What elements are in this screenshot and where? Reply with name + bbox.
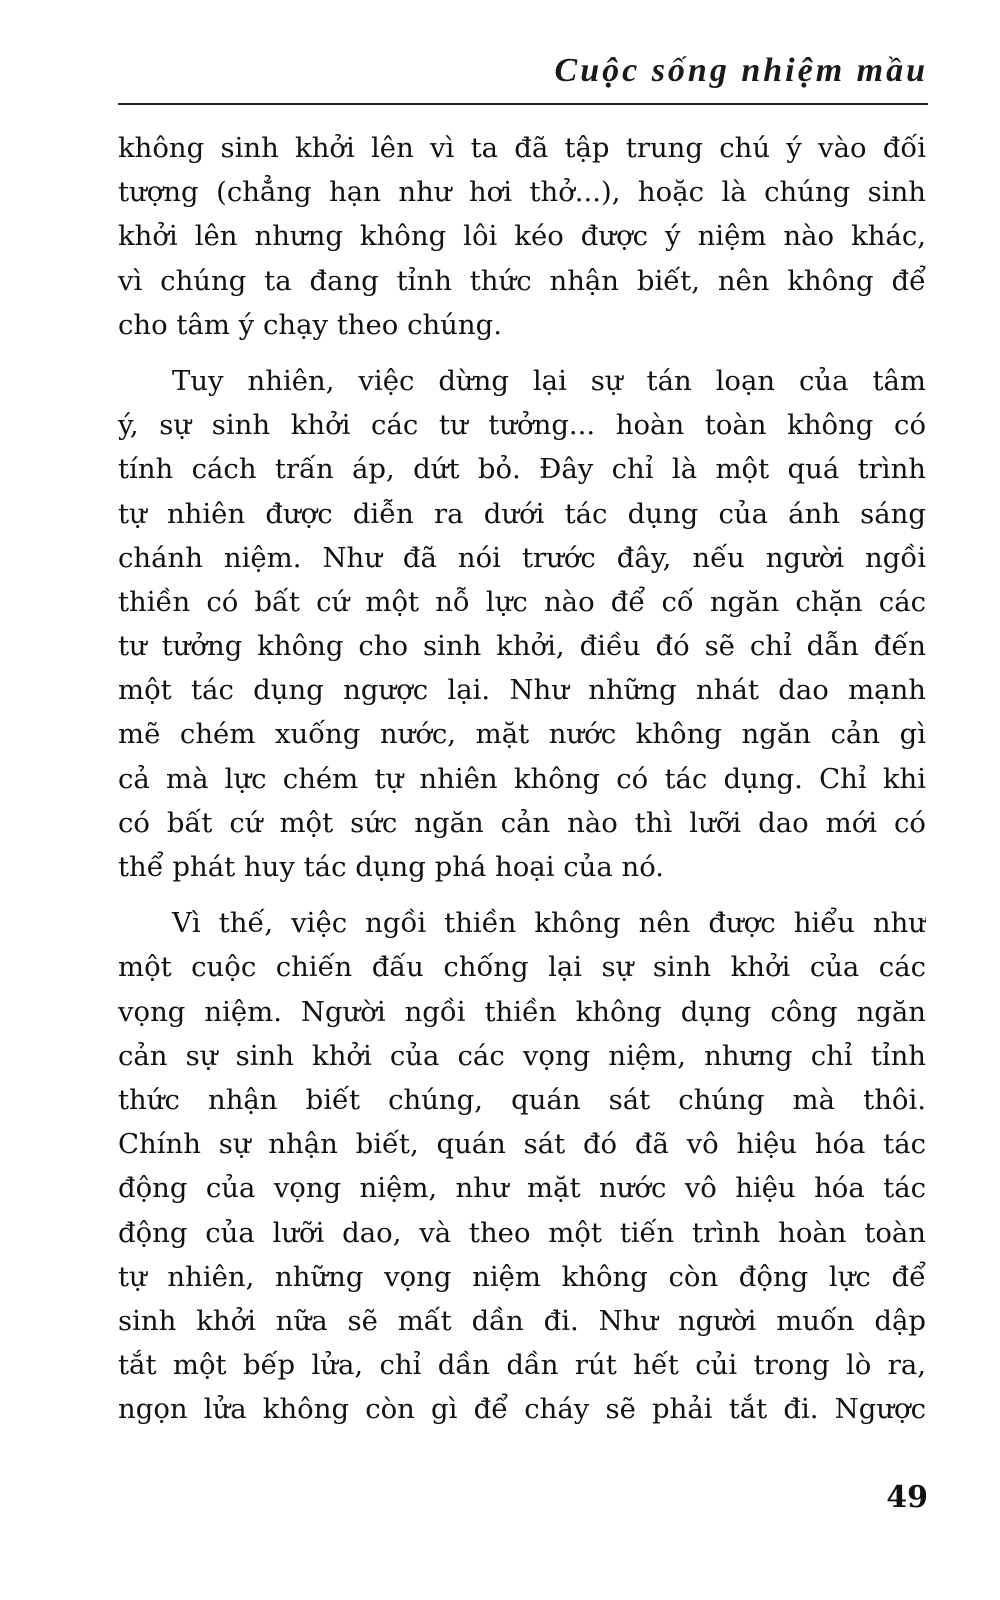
text-line: sinh khởi nữa sẽ mất dần đi. Như người muốn dập [118, 1304, 926, 1337]
text-line: động của lưỡi dao, và theo một tiến trình hoàn toàn [118, 1216, 926, 1249]
text-line: tượng (chẳng hạn như hơi thở...), hoặc là chúng sinh [118, 176, 926, 209]
text-line: thể phát huy tác dụng phá hoại của nó. [118, 851, 665, 883]
text-line: vọng niệm. Người ngồi thiền không dụng công ngăn [118, 995, 926, 1028]
text-line: ý, sự sinh khởi các tư tưởng... hoàn toàn không có [118, 409, 926, 442]
text-line: có bất cứ một sức ngăn cản nào thì lưỡi dao mới có [118, 806, 926, 839]
text-line: cản sự sinh khởi của các vọng niệm, nhưng chỉ tỉnh [118, 1039, 926, 1072]
text-line: Vì thế, việc ngồi thiền không nên được hiểu như [172, 907, 926, 940]
running-header-title: Cuộc sống nhiệm mầu [554, 52, 928, 89]
body-text [118, 126, 926, 1431]
paragraph [118, 359, 926, 889]
text-line: thiền có bất cứ một nỗ lực nào để cố ngăn chặn các [118, 585, 926, 618]
text-line: tự nhiên được diễn ra dưới tác dụng của ánh sáng [118, 497, 926, 530]
text-line: tự nhiên, những vọng niệm không còn động lực để [118, 1260, 926, 1293]
text-line: chánh niệm. Như đã nói trước đây, nếu người ngồi [118, 541, 926, 574]
header-rule [118, 103, 928, 105]
text-line: tư tưởng không cho sinh khởi, điều đó sẽ chỉ dẫn đến [118, 630, 926, 663]
text-line: mẽ chém xuống nước, mặt nước không ngăn cản gì [118, 718, 926, 751]
text-line: một tác dụng ngược lại. Như những nhát dao mạnh [118, 674, 926, 707]
text-line: ngọn lửa không còn gì để cháy sẽ phải tắt đi. Ngược [118, 1393, 926, 1426]
paragraph [118, 901, 926, 1431]
text-line: cả mà lực chém tự nhiên không có tác dụng. Chỉ khi [118, 762, 926, 795]
text-line: khởi lên nhưng không lôi kéo được ý niệm nào khác, [118, 220, 926, 253]
text-line: Chính sự nhận biết, quán sát đó đã vô hiệu hóa tác [118, 1128, 926, 1161]
text-line: thức nhận biết chúng, quán sát chúng mà thôi. [118, 1083, 926, 1116]
text-line: động của vọng niệm, như mặt nước vô hiệu hóa tác [118, 1172, 926, 1205]
text-line: tính cách trấn áp, dứt bỏ. Đây chỉ là một quá trình [118, 453, 926, 486]
text-line: Tuy nhiên, việc dừng lại sự tán loạn của tâm [172, 364, 926, 397]
text-line: một cuộc chiến đấu chống lại sự sinh khởi của các [118, 951, 926, 984]
paragraph [118, 126, 926, 347]
page-number: 49 [886, 1480, 928, 1515]
text-line: không sinh khởi lên vì ta đã tập trung chú ý vào đối [118, 132, 926, 164]
text-line: vì chúng ta đang tỉnh thức nhận biết, nên không để [118, 264, 926, 297]
text-line: tắt một bếp lửa, chỉ dần dần rút hết củi trong lò ra, [118, 1349, 926, 1382]
text-line: cho tâm ý chạy theo chúng. [118, 308, 502, 341]
